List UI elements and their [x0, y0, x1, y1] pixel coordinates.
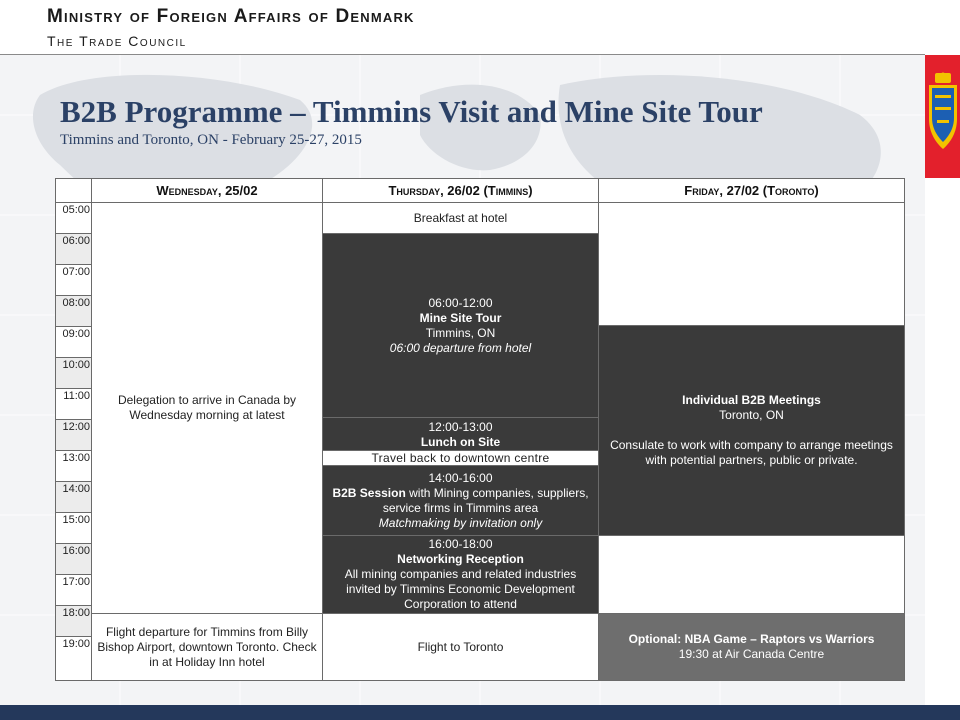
time-label: 11:00	[63, 390, 90, 402]
reception-time: 16:00-18:00	[428, 537, 493, 551]
time-label: 18:00	[62, 607, 90, 619]
time-label: 08:00	[62, 297, 90, 309]
trade-council-name: The Trade Council	[47, 33, 187, 49]
time-slot	[55, 233, 92, 265]
friday-morning-free	[598, 202, 905, 326]
time-slot	[55, 636, 92, 681]
time-label: 15:00	[62, 514, 90, 526]
meetings-title: Individual B2B Meetings	[682, 393, 821, 407]
time-slot	[55, 326, 92, 358]
time-slot	[55, 512, 92, 544]
b2b-session-time: 14:00-16:00	[428, 470, 493, 485]
thursday-travel-event	[322, 450, 599, 466]
column-header-wednesday	[91, 178, 323, 203]
time-slot	[55, 605, 92, 637]
time-slot	[55, 202, 92, 234]
wednesday-arrival-text: Delegation to arrive in Canada by Wednesday morning at latest	[117, 393, 297, 422]
time-label: 16:00	[62, 545, 90, 557]
reception-title: Networking Reception	[397, 552, 524, 566]
time-label: 13:00	[62, 452, 90, 464]
time-label: 09:00	[62, 328, 90, 340]
time-slot	[55, 481, 92, 513]
time-label: 05:00	[62, 204, 90, 216]
time-label: 17:00	[62, 576, 90, 588]
royal-crest-icon	[926, 71, 960, 155]
time-label: 12:00	[62, 421, 90, 433]
column-header-wednesday-label: Wednesday, 25/02	[156, 183, 258, 198]
time-slot	[55, 543, 92, 575]
thursday-b2b-session-event	[322, 465, 599, 536]
column-header-friday-label: Friday, 27/02 (Toronto)	[684, 183, 819, 198]
travel-text: Travel back to downtown centre	[371, 450, 550, 465]
column-header-friday	[598, 178, 905, 203]
time-slot	[55, 264, 92, 296]
time-label: 07:00	[62, 266, 90, 278]
ministry-name: Ministry of Foreign Affairs of Denmark	[47, 6, 415, 27]
meetings-place: Toronto, ON	[719, 408, 784, 422]
thursday-breakfast-text: Breakfast at hotel	[413, 210, 508, 225]
footer-bar	[0, 705, 960, 720]
time-slot	[55, 419, 92, 451]
b2b-session-title: B2B Session	[332, 485, 406, 500]
time-label: 19:00	[62, 638, 90, 650]
mine-tour-note: 06:00 departure from hotel	[389, 340, 532, 355]
b2b-session-description	[329, 486, 592, 516]
time-slot	[55, 357, 92, 389]
time-slot	[55, 295, 92, 327]
lunch-time: 12:00-13:00	[428, 420, 493, 434]
time-label: 14:00	[62, 483, 90, 495]
meetings-text: Consulate to work with company to arrange meetings with potential partners, public or private.	[610, 438, 893, 467]
wednesday-flight-event	[91, 613, 323, 681]
thursday-flight-text: Flight to Toronto	[417, 639, 504, 654]
mine-tour-time: 06:00-12:00	[428, 295, 493, 310]
friday-nba-game-event	[598, 613, 905, 681]
lunch-title: Lunch on Site	[420, 435, 501, 449]
b2b-session-text: with Mining companies, suppliers, service firms in Timmins area	[382, 485, 589, 515]
corner-cell	[55, 178, 92, 203]
friday-afternoon-free	[598, 535, 905, 614]
time-slot	[55, 574, 92, 606]
reception-text: All mining companies and related industries invited by Timmins Economic Development Corporation to attend	[344, 567, 577, 611]
nba-game-text: 19:30 at Air Canada Centre	[678, 647, 825, 661]
column-header-thursday-label: Thursday, 26/02 (Timmins)	[388, 183, 533, 198]
time-slot	[55, 450, 92, 482]
column-header-thursday	[322, 178, 599, 203]
friday-b2b-meetings-event	[598, 325, 905, 536]
thursday-lunch-event	[322, 417, 599, 451]
page-title: B2B Programme – Timmins Visit and Mine Site Tour	[60, 94, 763, 129]
b2b-session-note: Matchmaking by invitation only	[378, 515, 543, 530]
nba-game-title: Optional: NBA Game – Raptors vs Warriors	[628, 632, 875, 646]
time-label: 06:00	[62, 235, 90, 247]
wednesday-flight-text: Flight departure for Timmins from Billy Bishop Airport, downtown Toronto. Check in at Holiday Inn hotel	[97, 624, 317, 669]
thursday-reception-event	[322, 535, 599, 614]
mine-tour-place: Timmins, ON	[425, 325, 496, 340]
thursday-flight-event	[322, 613, 599, 681]
thursday-mine-tour-event	[322, 233, 599, 418]
time-label: 10:00	[62, 359, 90, 371]
time-slot	[55, 388, 92, 420]
mine-tour-title: Mine Site Tour	[419, 310, 502, 325]
wednesday-arrival-event	[91, 202, 323, 614]
page-subtitle: Timmins and Toronto, ON - February 25-27, 2015	[60, 132, 362, 148]
schedule-table	[55, 178, 905, 681]
letterhead	[0, 0, 960, 55]
thursday-breakfast-event	[322, 202, 599, 234]
